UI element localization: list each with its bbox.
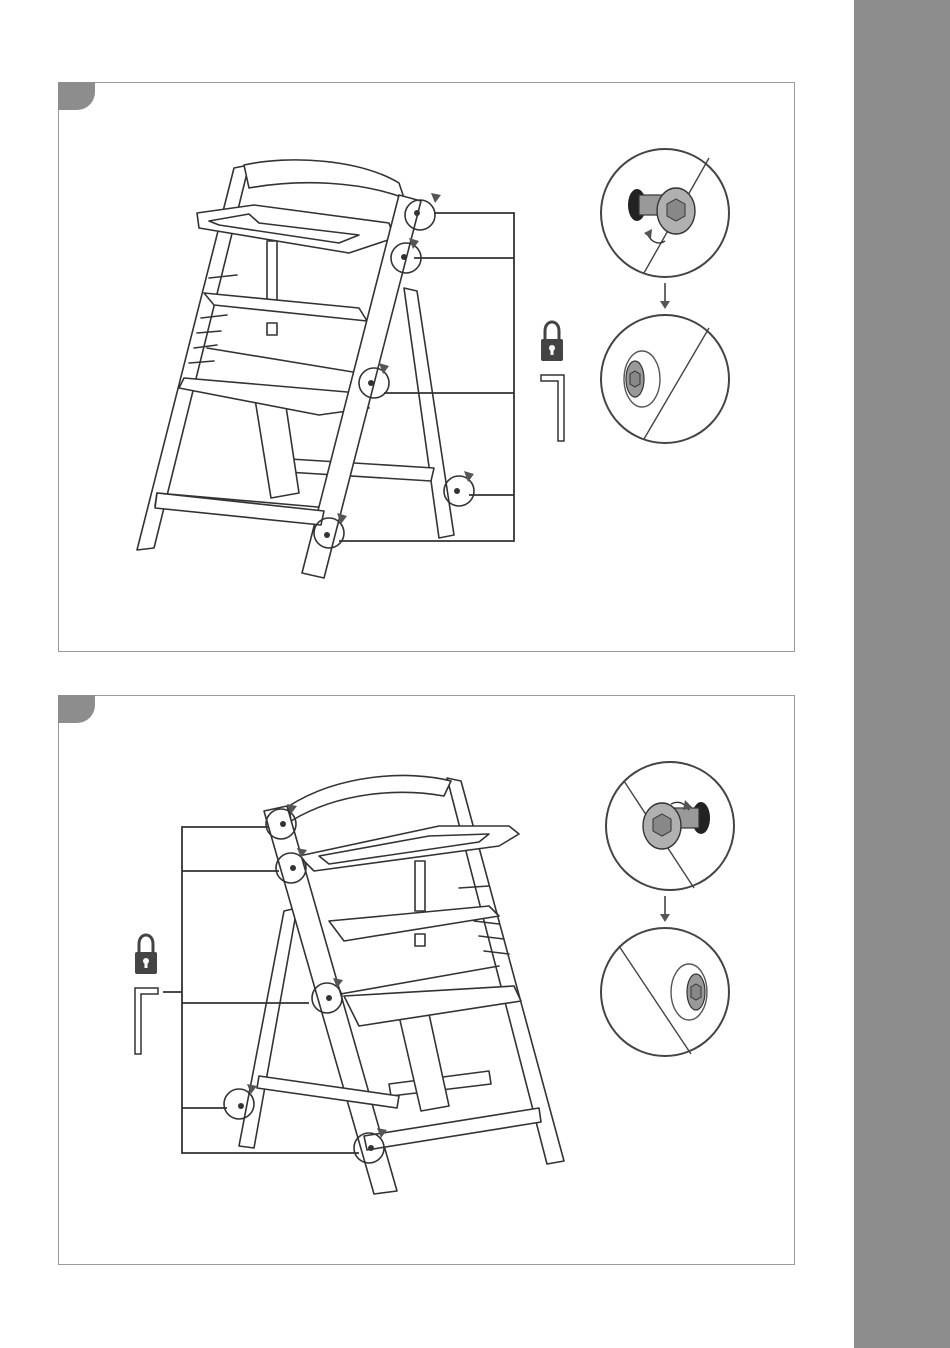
- step-panel-2: [58, 695, 795, 1265]
- strap-buckle: [415, 934, 425, 946]
- assembly-illustration: [59, 696, 796, 1266]
- strap-buckle: [267, 323, 277, 335]
- screw-marker-4: [444, 471, 474, 506]
- assembly-illustration: [59, 83, 796, 653]
- rear-footrest-bar: [257, 1076, 399, 1108]
- down-arrow-icon: [660, 914, 670, 922]
- screw-detail-before: [601, 149, 729, 277]
- footrest: [344, 986, 521, 1026]
- side-tab: [854, 0, 950, 1348]
- lock-icon: [135, 935, 157, 974]
- center-support: [399, 1014, 449, 1111]
- seat: [204, 293, 367, 321]
- hex-key-icon: [135, 988, 158, 1054]
- safety-strap: [267, 241, 277, 301]
- rear-left-leg: [239, 908, 297, 1148]
- step-panel-1: [58, 82, 795, 652]
- screw-detail-before: [606, 762, 734, 890]
- hex-key-icon: [541, 375, 564, 441]
- seat: [329, 906, 499, 941]
- base-crossbar: [155, 493, 324, 525]
- base-crossbar: [364, 1108, 541, 1150]
- backrest: [244, 160, 404, 198]
- down-arrow-icon: [660, 301, 670, 309]
- screw-detail-after: [601, 928, 729, 1056]
- lock-icon: [541, 322, 563, 361]
- screw-detail-after: [601, 315, 729, 443]
- safety-strap: [415, 861, 425, 911]
- backrest: [289, 775, 451, 821]
